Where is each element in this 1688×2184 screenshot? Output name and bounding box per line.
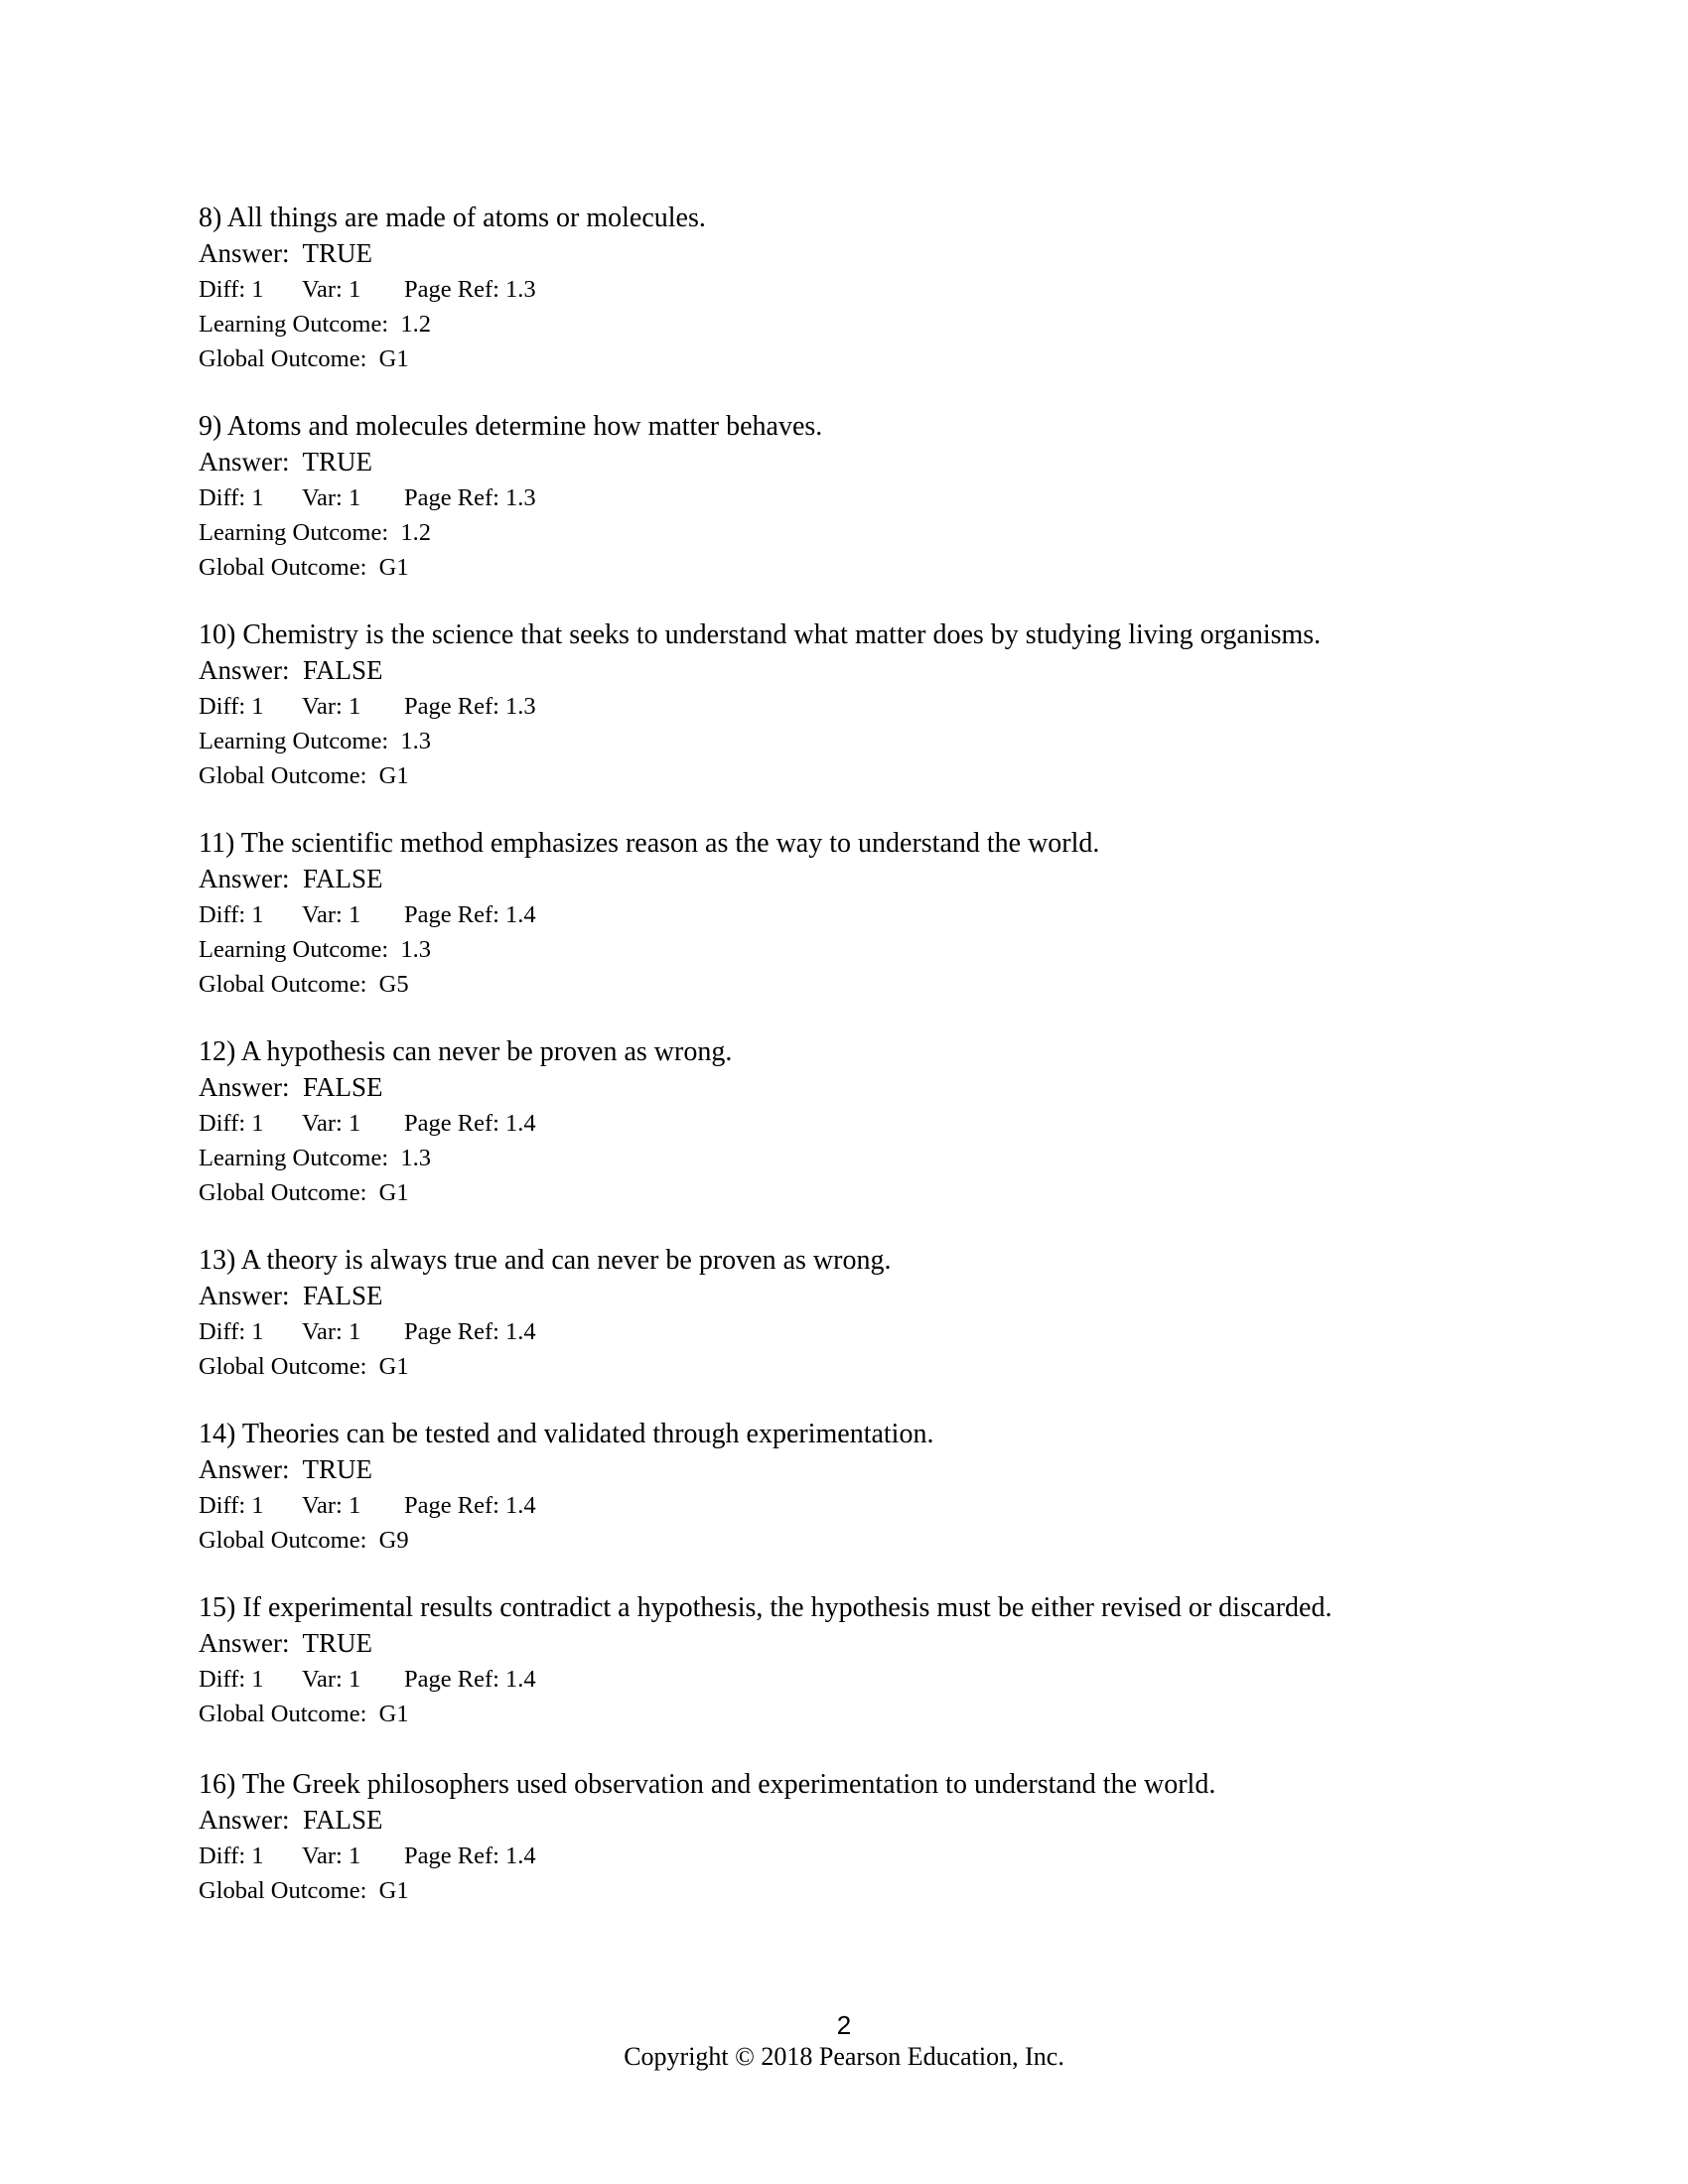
global-outcome: Global Outcome: G1 [199, 1179, 409, 1206]
question-text: 15) If experimental results contradict a hypothesis, the hypothesis must be either revised or discarded. [199, 1592, 1333, 1623]
page-ref-label: Page Ref: 1.3 [404, 276, 536, 303]
question-text: 11) The scientific method emphasizes reason as the way to understand the world. [199, 828, 1100, 859]
difficulty-label: Diff: 1 [199, 1666, 264, 1693]
global-outcome: Global Outcome: G1 [199, 1353, 409, 1380]
difficulty-label: Diff: 1 [199, 1843, 264, 1869]
learning-outcome: Learning Outcome: 1.3 [199, 728, 432, 754]
learning-outcome: Learning Outcome: 1.3 [199, 1145, 432, 1171]
answer-line: Answer: TRUE [199, 1454, 372, 1484]
answer-line: Answer: TRUE [199, 447, 372, 477]
variant-label: Var: 1 [302, 1492, 361, 1519]
global-outcome: Global Outcome: G1 [199, 554, 409, 581]
answer-line: Answer: FALSE [199, 1281, 383, 1310]
difficulty-label: Diff: 1 [199, 1110, 264, 1137]
answer-line: Answer: TRUE [199, 238, 372, 268]
question-text: 10) Chemistry is the science that seeks to understand what matter does by studying living organisms. [199, 619, 1322, 650]
learning-outcome: Learning Outcome: 1.2 [199, 311, 432, 338]
variant-label: Var: 1 [302, 1318, 361, 1345]
global-outcome: Global Outcome: G1 [199, 762, 409, 789]
variant-label: Var: 1 [302, 1666, 361, 1693]
page-ref-label: Page Ref: 1.4 [404, 901, 536, 928]
difficulty-label: Diff: 1 [199, 276, 264, 303]
global-outcome: Global Outcome: G5 [199, 971, 409, 998]
page-ref-label: Page Ref: 1.4 [404, 1318, 536, 1345]
variant-label: Var: 1 [302, 1843, 361, 1869]
learning-outcome: Learning Outcome: 1.3 [199, 936, 432, 963]
difficulty-label: Diff: 1 [199, 693, 264, 720]
question-text: 14) Theories can be tested and validated through experimentation. [199, 1419, 934, 1449]
page-ref-label: Page Ref: 1.4 [404, 1110, 536, 1137]
variant-label: Var: 1 [302, 1110, 361, 1137]
global-outcome: Global Outcome: G1 [199, 1701, 409, 1727]
answer-line: Answer: FALSE [199, 655, 383, 685]
difficulty-label: Diff: 1 [199, 1492, 264, 1519]
page-ref-label: Page Ref: 1.3 [404, 484, 536, 511]
difficulty-label: Diff: 1 [199, 1318, 264, 1345]
page-ref-label: Page Ref: 1.4 [404, 1666, 536, 1693]
page-ref-label: Page Ref: 1.3 [404, 693, 536, 720]
answer-line: Answer: TRUE [199, 1628, 372, 1658]
learning-outcome: Learning Outcome: 1.2 [199, 519, 432, 546]
question-text: 13) A theory is always true and can never be proven as wrong. [199, 1245, 892, 1276]
answer-line: Answer: FALSE [199, 1805, 383, 1835]
global-outcome: Global Outcome: G1 [199, 1877, 409, 1904]
answer-line: Answer: FALSE [199, 864, 383, 893]
global-outcome: Global Outcome: G1 [199, 345, 409, 372]
question-text: 9) Atoms and molecules determine how matter behaves. [199, 411, 823, 442]
variant-label: Var: 1 [302, 276, 361, 303]
page-number: 2 [836, 2010, 852, 2040]
difficulty-label: Diff: 1 [199, 484, 264, 511]
page-ref-label: Page Ref: 1.4 [404, 1843, 536, 1869]
answer-line: Answer: FALSE [199, 1072, 383, 1102]
question-text: 12) A hypothesis can never be proven as wrong. [199, 1036, 733, 1067]
question-text: 16) The Greek philosophers used observation and experimentation to understand the world. [199, 1769, 1216, 1800]
question-text: 8) All things are made of atoms or molecules. [199, 203, 706, 233]
difficulty-label: Diff: 1 [199, 901, 264, 928]
variant-label: Var: 1 [302, 901, 361, 928]
copyright-notice: Copyright © 2018 Pearson Education, Inc. [624, 2042, 1064, 2071]
variant-label: Var: 1 [302, 693, 361, 720]
variant-label: Var: 1 [302, 484, 361, 511]
global-outcome: Global Outcome: G9 [199, 1527, 409, 1554]
page-ref-label: Page Ref: 1.4 [404, 1492, 536, 1519]
